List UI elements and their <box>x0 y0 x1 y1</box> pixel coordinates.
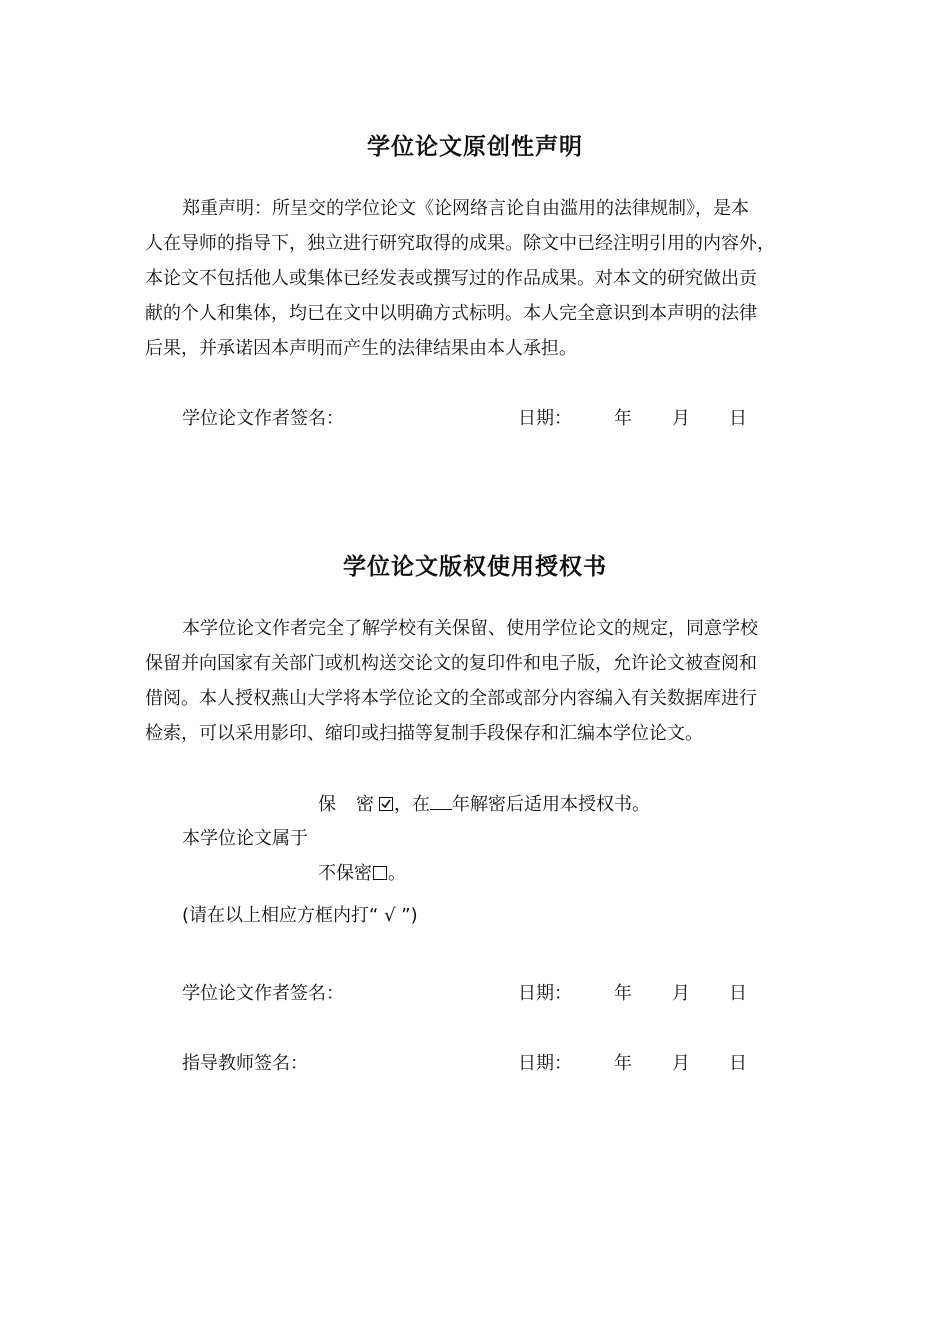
authorization-line-1: 本学位论文作者完全了解学校有关保留、使用学位论文的规定，同意学校 <box>182 618 758 639</box>
declaration-date-label: 日期： <box>518 408 572 429</box>
authorization-author-month-label: 月 <box>672 983 690 1004</box>
advisor-day-label: 日 <box>729 1053 747 1074</box>
declaration-title: 学位论文原创性声明 <box>367 134 583 160</box>
confidential-option <box>318 793 650 815</box>
declaration-month-label: 月 <box>672 408 690 429</box>
declaration-line-1: 郑重声明：所呈交的学位论文《论网络言论自由滥用的法律规制》，是本 <box>182 198 749 219</box>
not-confidential-suffix: 。 <box>388 863 406 884</box>
declaration-author-signature-label: 学位论文作者签名： <box>182 408 344 429</box>
authorization-line-2: 保留并向国家有关部门或机构送交论文的复印件和电子版，允许论文被查阅和 <box>145 653 757 674</box>
advisor-year-label: 年 <box>614 1053 632 1074</box>
advisor-month-label: 月 <box>672 1053 690 1074</box>
authorization-author-day-label: 日 <box>729 983 747 1004</box>
not-confidential-option <box>318 864 406 884</box>
belongs-label: 本学位论文属于 <box>182 828 308 849</box>
confidential-suffix-a: ，在 <box>394 794 430 815</box>
confidential-checkbox[interactable] <box>379 797 393 811</box>
advisor-signature-label: 指导教师签名： <box>182 1053 308 1074</box>
authorization-title: 学位论文版权使用授权书 <box>343 554 607 580</box>
declaration-line-4: 献的个人和集体，均已在文中以明确方式标明。本人完全意识到本声明的法律 <box>145 303 757 324</box>
declaration-day-label: 日 <box>729 408 747 429</box>
confidential-label-mi: 密 <box>356 794 374 815</box>
advisor-date-label: 日期： <box>518 1053 572 1074</box>
declaration-line-2: 人在导师的指导下，独立进行研究取得的成果。除文中已经注明引用的内容外， <box>145 233 775 254</box>
authorization-author-year-label: 年 <box>614 983 632 1004</box>
decrypt-years-blank[interactable] <box>430 793 452 810</box>
authorization-author-signature-label: 学位论文作者签名： <box>182 983 344 1004</box>
check-instruction: (请在以上相应方框内打“ √ ”) <box>182 905 418 926</box>
authorization-line-3: 借阅。本人授权燕山大学将本学位论文的全部或部分内容编入有关数据库进行 <box>145 688 757 709</box>
not-confidential-checkbox[interactable] <box>373 866 387 880</box>
not-confidential-label: 不保密 <box>318 863 372 884</box>
declaration-year-label: 年 <box>614 408 632 429</box>
authorization-line-4: 检索，可以采用影印、缩印或扫描等复制手段保存和汇编本学位论文。 <box>145 723 703 744</box>
authorization-author-date-label: 日期： <box>518 983 572 1004</box>
declaration-line-3: 本论文不包括他人或集体已经发表或撰写过的作品成果。对本文的研究做出贡 <box>145 268 757 289</box>
declaration-line-5: 后果，并承诺因本声明而产生的法律结果由本人承担。 <box>145 338 577 359</box>
confidential-suffix-b: 年解密后适用本授权书。 <box>452 794 650 815</box>
confidential-label-bao: 保 <box>318 794 336 815</box>
